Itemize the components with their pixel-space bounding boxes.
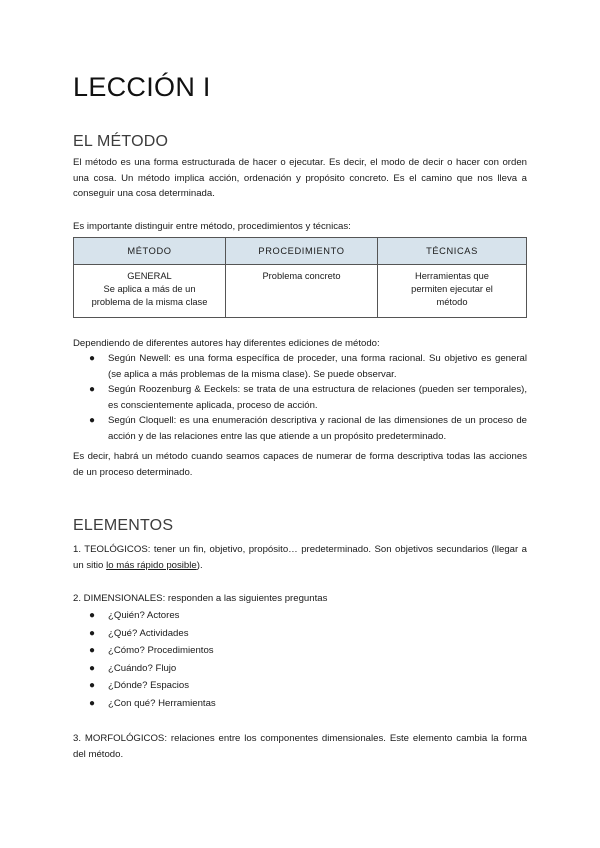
question-text: ¿Qué? Actividades (108, 627, 189, 639)
section-heading-metodo: EL MÉTODO (73, 133, 169, 150)
table-header-tecnicas: TÉCNICAS (378, 238, 527, 265)
authors-intro-text: Dependiendo de diferentes autores hay diferentes ediciones de método: (73, 338, 380, 349)
list-item (73, 413, 527, 444)
question-text: ¿Quién? Actores (108, 610, 180, 621)
bullet-icon: ● (89, 645, 96, 657)
questions-list (73, 607, 216, 713)
teologicos-underlined-text: lo más rápido posible (106, 559, 197, 571)
metodo-cell-line2: Se aplica a más de un problema de la misma clase (91, 284, 208, 307)
section-heading-elementos: ELEMENTOS (73, 517, 174, 534)
bullet-icon: ● (89, 662, 96, 674)
list-item (73, 351, 527, 382)
bullet-icon: ● (89, 415, 96, 426)
table-header-procedimiento: PROCEDIMIENTO (226, 238, 378, 265)
bullet-icon: ● (89, 353, 96, 364)
author-newell-text: Según Newell: es una forma específica de proceder, una forma racional. Su objetivo es general (se aplica a más problemas de la misma clase). Se puede observar. (108, 353, 527, 380)
author-roozenburg-text: Según Roozenburg & Eeckels: se trata de una estructura de relaciones (pueden ser temporales), es conscientemente aplicada, proceso de acción. (108, 384, 527, 411)
bullet-icon: ● (89, 697, 96, 709)
page-title: LECCIÓN I (73, 72, 211, 102)
elemento-dimensionales-paragraph: 2. DIMENSIONALES: responden a las siguientes preguntas (73, 593, 328, 604)
teologicos-text: 1. TEOLÓGICOS: tener un fin, objetivo, propósito… predeterminado. Son objetivos secundarios (llegar a un sitio (73, 544, 527, 571)
table-intro-text: Es importante distinguir entre método, procedimientos y técnicas: (73, 221, 351, 232)
list-item (73, 607, 216, 625)
table-cell-tecnicas (378, 265, 527, 318)
table-header-metodo: MÉTODO (74, 238, 226, 265)
author-cloquell-text: Según Cloquell: es una enumeración descriptiva y racional de las dimensiones de un proceso de acción y de las relaciones entre las que atiende a un propósito predeterminado. (108, 415, 527, 442)
table-cell-metodo (74, 265, 226, 318)
metodo-intro-paragraph: El método es una forma estructurada de hacer o ejecutar. Es decir, el modo de decir o hacer con orden una cosa. Un método implica acción, ordenación y propósito concreto. Es el camino que nos lleva a conseguir una cosa determinada. (73, 157, 527, 199)
list-item (73, 642, 216, 660)
elemento-morfologicos-paragraph: 3. MORFOLÓGICOS: relaciones entre los componentes dimensionales. Este elemento cambia la forma del método. (73, 733, 527, 760)
authors-list (73, 351, 527, 444)
bullet-icon: ● (89, 627, 96, 639)
list-item (73, 660, 216, 678)
tecnicas-cell-text: Herramientas que permiten ejecutar el método (411, 271, 493, 307)
table-row (74, 265, 527, 318)
teologicos-text-end: ). (196, 559, 203, 571)
question-text: ¿Con qué? Herramientas (108, 697, 216, 709)
list-item (73, 695, 216, 713)
metodo-conclusion-paragraph: Es decir, habrá un método cuando seamos capaces de numerar de forma descriptiva todas las acciones de un proceso determinado. (73, 451, 527, 478)
list-item (73, 677, 216, 695)
bullet-icon: ● (89, 384, 96, 395)
list-item (73, 382, 527, 413)
metodo-cell-line1: GENERAL (127, 271, 172, 281)
question-text: ¿Cuándo? Flujo (108, 662, 177, 674)
bullet-icon: ● (89, 610, 96, 621)
bullet-icon: ● (89, 680, 96, 692)
question-text: ¿Cómo? Procedimientos (108, 645, 214, 657)
comparison-table (73, 237, 527, 318)
list-item (73, 625, 216, 643)
question-text: ¿Dónde? Espacios (108, 680, 190, 692)
elemento-teologicos-paragraph (73, 542, 527, 573)
table-header-row (74, 238, 527, 265)
table-cell-procedimiento: Problema concreto (226, 265, 378, 318)
